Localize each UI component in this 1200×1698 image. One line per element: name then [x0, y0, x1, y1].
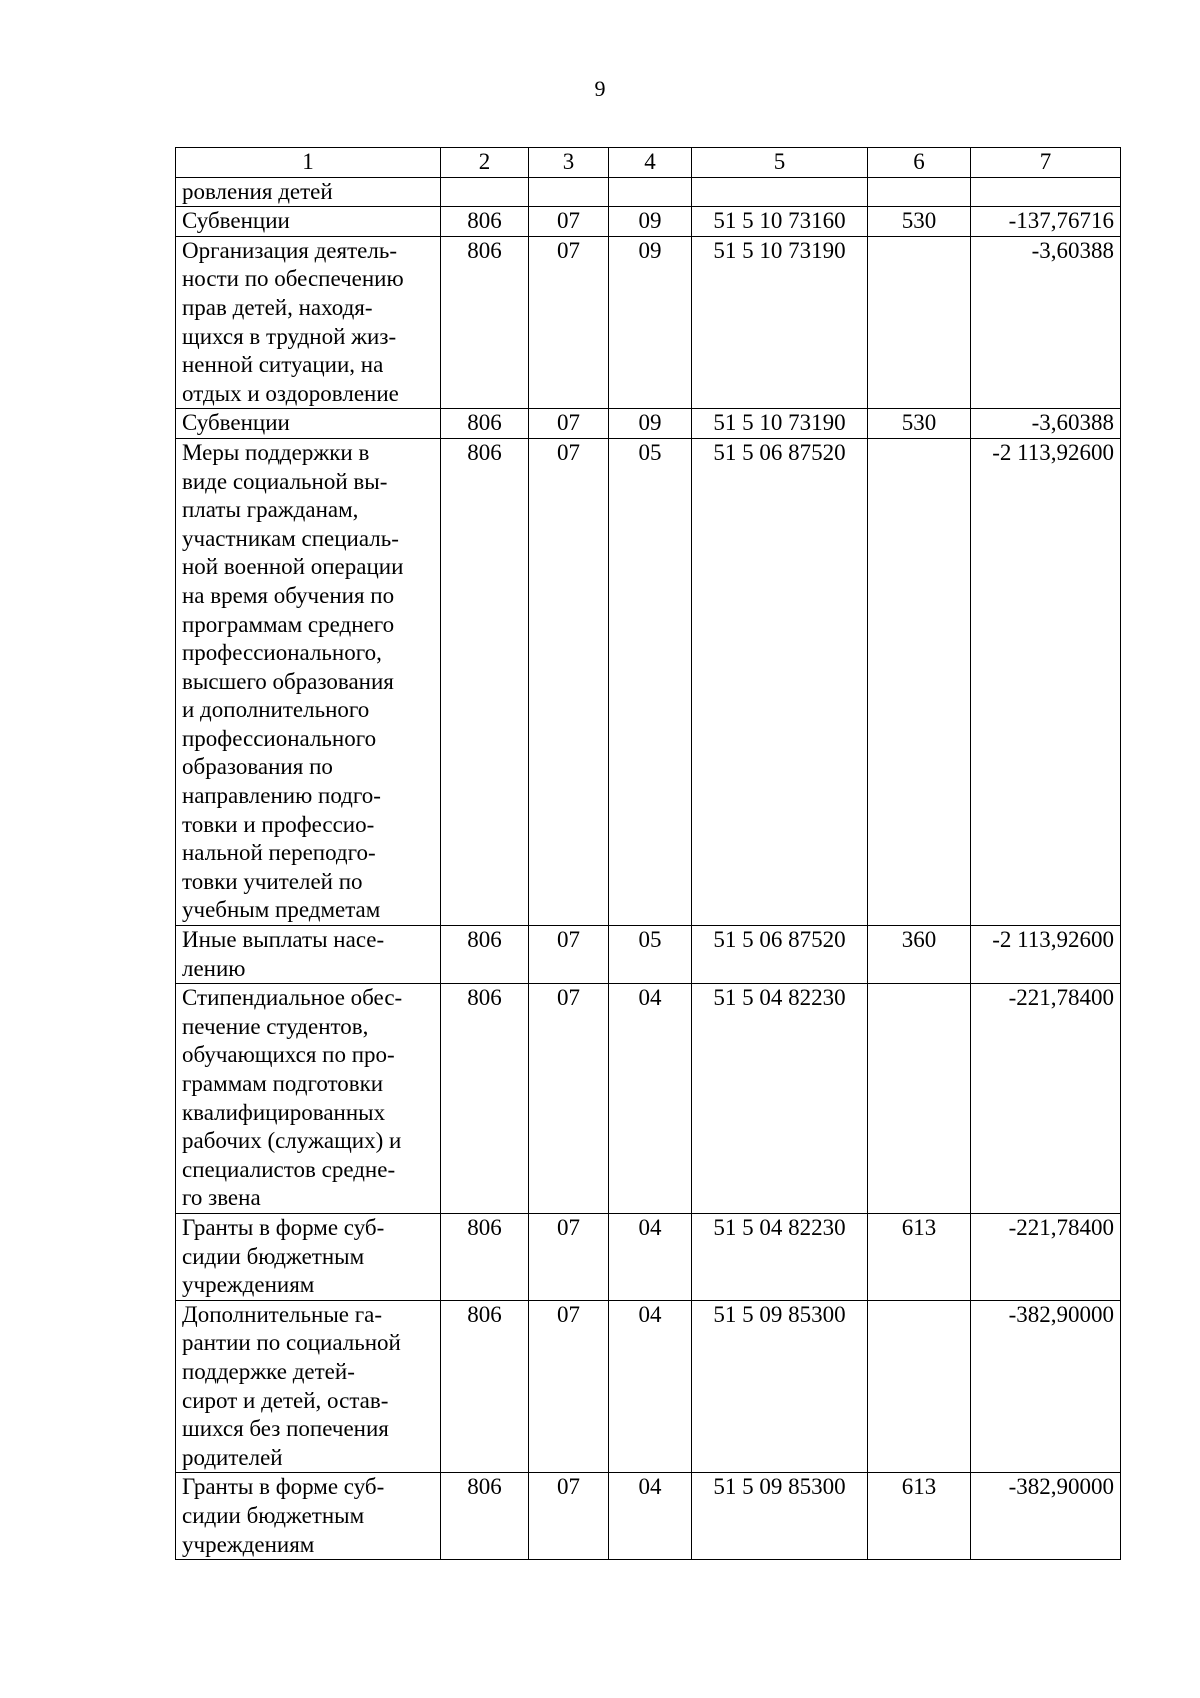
row-name-line: рабочих (служащих) и	[182, 1128, 402, 1154]
row-name-line: ровления детей	[182, 178, 333, 204]
row-name-line: учреждениям	[182, 1272, 315, 1298]
section-code-cell	[529, 177, 609, 207]
row-name-line: рантии по социальной	[182, 1330, 401, 1356]
row-name-line: ной военной операции	[182, 554, 404, 580]
table-row	[176, 409, 1121, 439]
admin-code-cell	[441, 177, 529, 207]
header-cell-7: 7	[971, 148, 1121, 178]
row-name-line: родителей	[182, 1444, 283, 1470]
row-name-line: лению	[182, 955, 246, 981]
row-name-line: виде социальной вы-	[182, 468, 388, 494]
expense-type-cell: 613	[868, 1213, 971, 1300]
row-name-line: поддержке детей-	[182, 1358, 355, 1384]
row-name-line: специалистов средне-	[182, 1156, 396, 1182]
row-name-cell	[176, 926, 441, 984]
admin-code-cell: 806	[441, 984, 529, 1214]
expense-type-cell: 530	[868, 207, 971, 237]
row-name-line: и дополнительного	[182, 697, 370, 723]
row-name-cell	[176, 1473, 441, 1560]
header-cell-2: 2	[441, 148, 529, 178]
table-row	[176, 1300, 1121, 1473]
row-name-line: профессионального,	[182, 640, 382, 666]
header-cell-4: 4	[609, 148, 692, 178]
expense-type-cell	[868, 1300, 971, 1473]
admin-code-cell: 806	[441, 409, 529, 439]
header-cell-5: 5	[692, 148, 868, 178]
row-name-line: сидии бюджетным	[182, 1243, 365, 1269]
target-article-cell	[692, 177, 868, 207]
table-row	[176, 438, 1121, 925]
row-name-line: Гранты в форме суб-	[182, 1474, 385, 1500]
row-name-cell	[176, 1300, 441, 1473]
section-code-cell: 07	[529, 926, 609, 984]
table-row	[176, 926, 1121, 984]
row-name-cell	[176, 438, 441, 925]
row-name-line: обучающихся по про-	[182, 1042, 395, 1068]
row-name-line: высшего образования	[182, 668, 394, 694]
row-name-line: прав детей, находя-	[182, 294, 373, 320]
admin-code-cell: 806	[441, 1473, 529, 1560]
row-name-line: Дополнительные га-	[182, 1301, 383, 1327]
table-row	[176, 177, 1121, 207]
section-code-cell: 07	[529, 1300, 609, 1473]
amount-cell: -382,90000	[971, 1300, 1121, 1473]
row-name-cell	[176, 984, 441, 1214]
header-cell-3: 3	[529, 148, 609, 178]
row-name-line: сидии бюджетным	[182, 1502, 365, 1528]
target-article-cell: 51 5 09 85300	[692, 1300, 868, 1473]
subsection-code-cell: 09	[609, 207, 692, 237]
row-name-line: Субвенции	[182, 410, 290, 436]
section-code-cell: 07	[529, 1473, 609, 1560]
budget-table	[175, 147, 1121, 1560]
row-name-line: профессионального	[182, 725, 377, 751]
amount-cell: -137,76716	[971, 207, 1121, 237]
row-name-line: ности по обеспечению	[182, 266, 404, 292]
row-name-line: программам среднего	[182, 611, 395, 637]
row-name-cell	[176, 207, 441, 237]
row-name-line: Организация деятель-	[182, 237, 397, 263]
table-row	[176, 207, 1121, 237]
row-name-line: товки и профессио-	[182, 811, 375, 837]
subsection-code-cell	[609, 177, 692, 207]
row-name-line: Субвенции	[182, 208, 290, 234]
admin-code-cell: 806	[441, 926, 529, 984]
target-article-cell: 51 5 04 82230	[692, 984, 868, 1214]
row-name-line: Меры поддержки в	[182, 439, 370, 465]
amount-cell: -221,78400	[971, 1213, 1121, 1300]
subsection-code-cell: 05	[609, 438, 692, 925]
target-article-cell: 51 5 09 85300	[692, 1473, 868, 1560]
target-article-cell: 51 5 10 73160	[692, 207, 868, 237]
table-body	[176, 148, 1121, 1560]
row-name-line: щихся в трудной жиз-	[182, 323, 397, 349]
expense-type-cell: 613	[868, 1473, 971, 1560]
admin-code-cell: 806	[441, 438, 529, 925]
subsection-code-cell: 04	[609, 1473, 692, 1560]
table-row	[176, 236, 1121, 409]
section-code-cell: 07	[529, 984, 609, 1214]
amount-cell: -2 113,92600	[971, 438, 1121, 925]
row-name-line: Гранты в форме суб-	[182, 1214, 385, 1240]
row-name-line: печение студентов,	[182, 1013, 369, 1039]
row-name-line: отдых и оздоровление	[182, 380, 399, 406]
admin-code-cell: 806	[441, 236, 529, 409]
section-code-cell: 07	[529, 236, 609, 409]
row-name-cell	[176, 177, 441, 207]
row-name-line: граммам подготовки	[182, 1071, 384, 1096]
subsection-code-cell: 09	[609, 409, 692, 439]
expense-type-cell	[868, 984, 971, 1214]
amount-cell	[971, 177, 1121, 207]
table-row	[176, 1213, 1121, 1300]
subsection-code-cell: 09	[609, 236, 692, 409]
target-article-cell: 51 5 10 73190	[692, 236, 868, 409]
row-name-line: образования по	[182, 754, 333, 780]
table-row	[176, 1473, 1121, 1560]
subsection-code-cell: 04	[609, 984, 692, 1214]
section-code-cell: 07	[529, 409, 609, 439]
admin-code-cell: 806	[441, 1213, 529, 1300]
row-name-line: платы гражданам,	[182, 497, 359, 523]
subsection-code-cell: 04	[609, 1213, 692, 1300]
row-name-cell	[176, 409, 441, 439]
table-row	[176, 984, 1121, 1214]
amount-cell: -3,60388	[971, 236, 1121, 409]
expense-type-cell	[868, 438, 971, 925]
subsection-code-cell: 04	[609, 1300, 692, 1473]
row-name-cell	[176, 236, 441, 409]
subsection-code-cell: 05	[609, 926, 692, 984]
row-name-line: Стипендиальное обес-	[182, 985, 403, 1011]
admin-code-cell: 806	[441, 207, 529, 237]
target-article-cell: 51 5 06 87520	[692, 438, 868, 925]
section-code-cell: 07	[529, 207, 609, 237]
amount-cell: -221,78400	[971, 984, 1121, 1214]
expense-type-cell	[868, 236, 971, 409]
page-number: 9	[594, 76, 606, 101]
row-name-line: направлению подго-	[182, 783, 381, 809]
amount-cell: -3,60388	[971, 409, 1121, 439]
row-name-line: товки учителей по	[182, 868, 363, 894]
expense-type-cell	[868, 177, 971, 207]
expense-type-cell: 530	[868, 409, 971, 439]
header-cell-1: 1	[176, 148, 441, 178]
row-name-line: учебным предметам	[182, 897, 381, 923]
header-cell-6: 6	[868, 148, 971, 178]
row-name-line: учреждениям	[182, 1531, 315, 1557]
row-name-line: шихся без попечения	[182, 1416, 389, 1442]
row-name-cell	[176, 1213, 441, 1300]
admin-code-cell: 806	[441, 1300, 529, 1473]
target-article-cell: 51 5 06 87520	[692, 926, 868, 984]
section-code-cell: 07	[529, 1213, 609, 1300]
row-name-line: на время обучения по	[182, 582, 395, 608]
row-name-line: Иные выплаты насе-	[182, 927, 385, 953]
target-article-cell: 51 5 04 82230	[692, 1213, 868, 1300]
target-article-cell: 51 5 10 73190	[692, 409, 868, 439]
expense-type-cell: 360	[868, 926, 971, 984]
row-name-line: квалифицированных	[182, 1099, 386, 1125]
row-name-line: участникам специаль-	[182, 525, 399, 551]
row-name-line: нальной переподго-	[182, 840, 376, 866]
amount-cell: -2 113,92600	[971, 926, 1121, 984]
amount-cell: -382,90000	[971, 1473, 1121, 1560]
row-name-line: сирот и детей, остав-	[182, 1387, 389, 1413]
row-name-line: ненной ситуации, на	[182, 352, 384, 378]
row-name-line: го звена	[182, 1185, 261, 1211]
table-header-row	[176, 148, 1121, 178]
section-code-cell: 07	[529, 438, 609, 925]
